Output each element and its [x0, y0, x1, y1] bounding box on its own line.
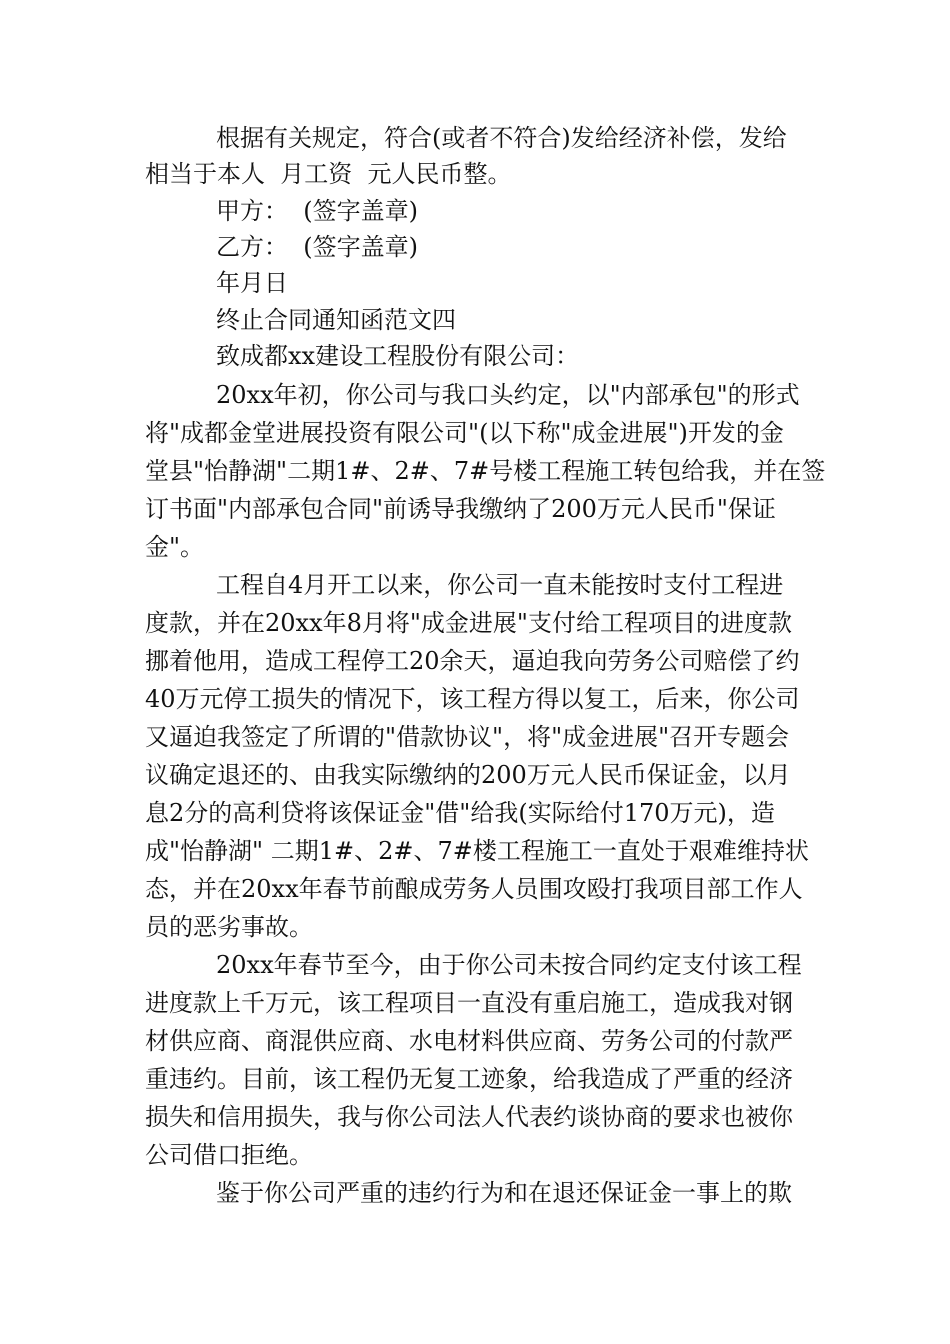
text-line: 重违约。目前，该工程仍无复工迹象，给我造成了严重的经济 [145, 1065, 793, 1093]
text-line: 材供应商、商混供应商、水电材料供应商、劳务公司的付款严 [145, 1027, 793, 1055]
signature-party-a: 甲方： (签字盖章) [216, 197, 418, 225]
addressee: 致成都xx建设工程股份有限公司： [216, 342, 580, 370]
text-line: 挪着他用，造成工程停工20余天，逼迫我向劳务公司赔偿了约 [145, 647, 800, 675]
text-line: 40万元停工损失的情况下，该工程方得以复工，后来，你公司 [145, 685, 800, 713]
text-line: 损失和信用损失，我与你公司法人代表约谈协商的要求也被你 [145, 1103, 793, 1131]
text-line: 堂县"怡静湖"二期1#、2#、7#号楼工程施工转包给我，并在签 [145, 457, 826, 485]
text-line: 相当于本人 月工资 元人民币整。 [145, 160, 512, 188]
text-line: 成"怡静湖" 二期1#、2#、7#楼工程施工一直处于艰难维持状 [145, 837, 809, 865]
section-heading: 终止合同通知函范文四 [216, 306, 456, 334]
signature-party-b: 乙方： (签字盖章) [216, 233, 418, 261]
text-line: 员的恶劣事故。 [145, 913, 313, 941]
text-line: 议确定退还的、由我实际缴纳的200万元人民币保证金，以月 [145, 761, 791, 789]
text-line: 又逼迫我签定了所谓的"借款协议"，将"成金进展"召开专题会 [145, 723, 790, 751]
text-line: 态，并在20xx年春节前酿成劳务人员围攻殴打我项目部工作人 [145, 875, 803, 903]
text-line: 20xx年初，你公司与我口头约定，以"内部承包"的形式 [216, 381, 800, 409]
text-line: 根据有关规定，符合(或者不符合)发给经济补偿，发给 [216, 124, 787, 152]
text-line: 金"。 [145, 533, 205, 561]
date-line: 年月日 [216, 269, 288, 297]
text-line: 公司借口拒绝。 [145, 1141, 313, 1169]
text-line: 将"成都金堂进展投资有限公司"(以下称"成金进展")开发的金 [145, 419, 784, 447]
text-line: 订书面"内部承包合同"前诱导我缴纳了200万元人民币"保证 [145, 495, 776, 523]
text-line: 度款，并在20xx年8月将"成金进展"支付给工程项目的进度款 [145, 609, 792, 637]
text-line: 20xx年春节至今，由于你公司未按合同约定支付该工程 [216, 951, 802, 979]
text-line: 工程自4月开工以来，你公司一直未能按时支付工程进 [216, 571, 784, 599]
text-line: 进度款上千万元，该工程项目一直没有重启施工，造成我对钢 [145, 989, 793, 1017]
text-line: 鉴于你公司严重的违约行为和在退还保证金一事上的欺 [216, 1179, 792, 1207]
text-line: 息2分的高利贷将该保证金"借"给我(实际给付170万元)，造 [145, 799, 775, 827]
